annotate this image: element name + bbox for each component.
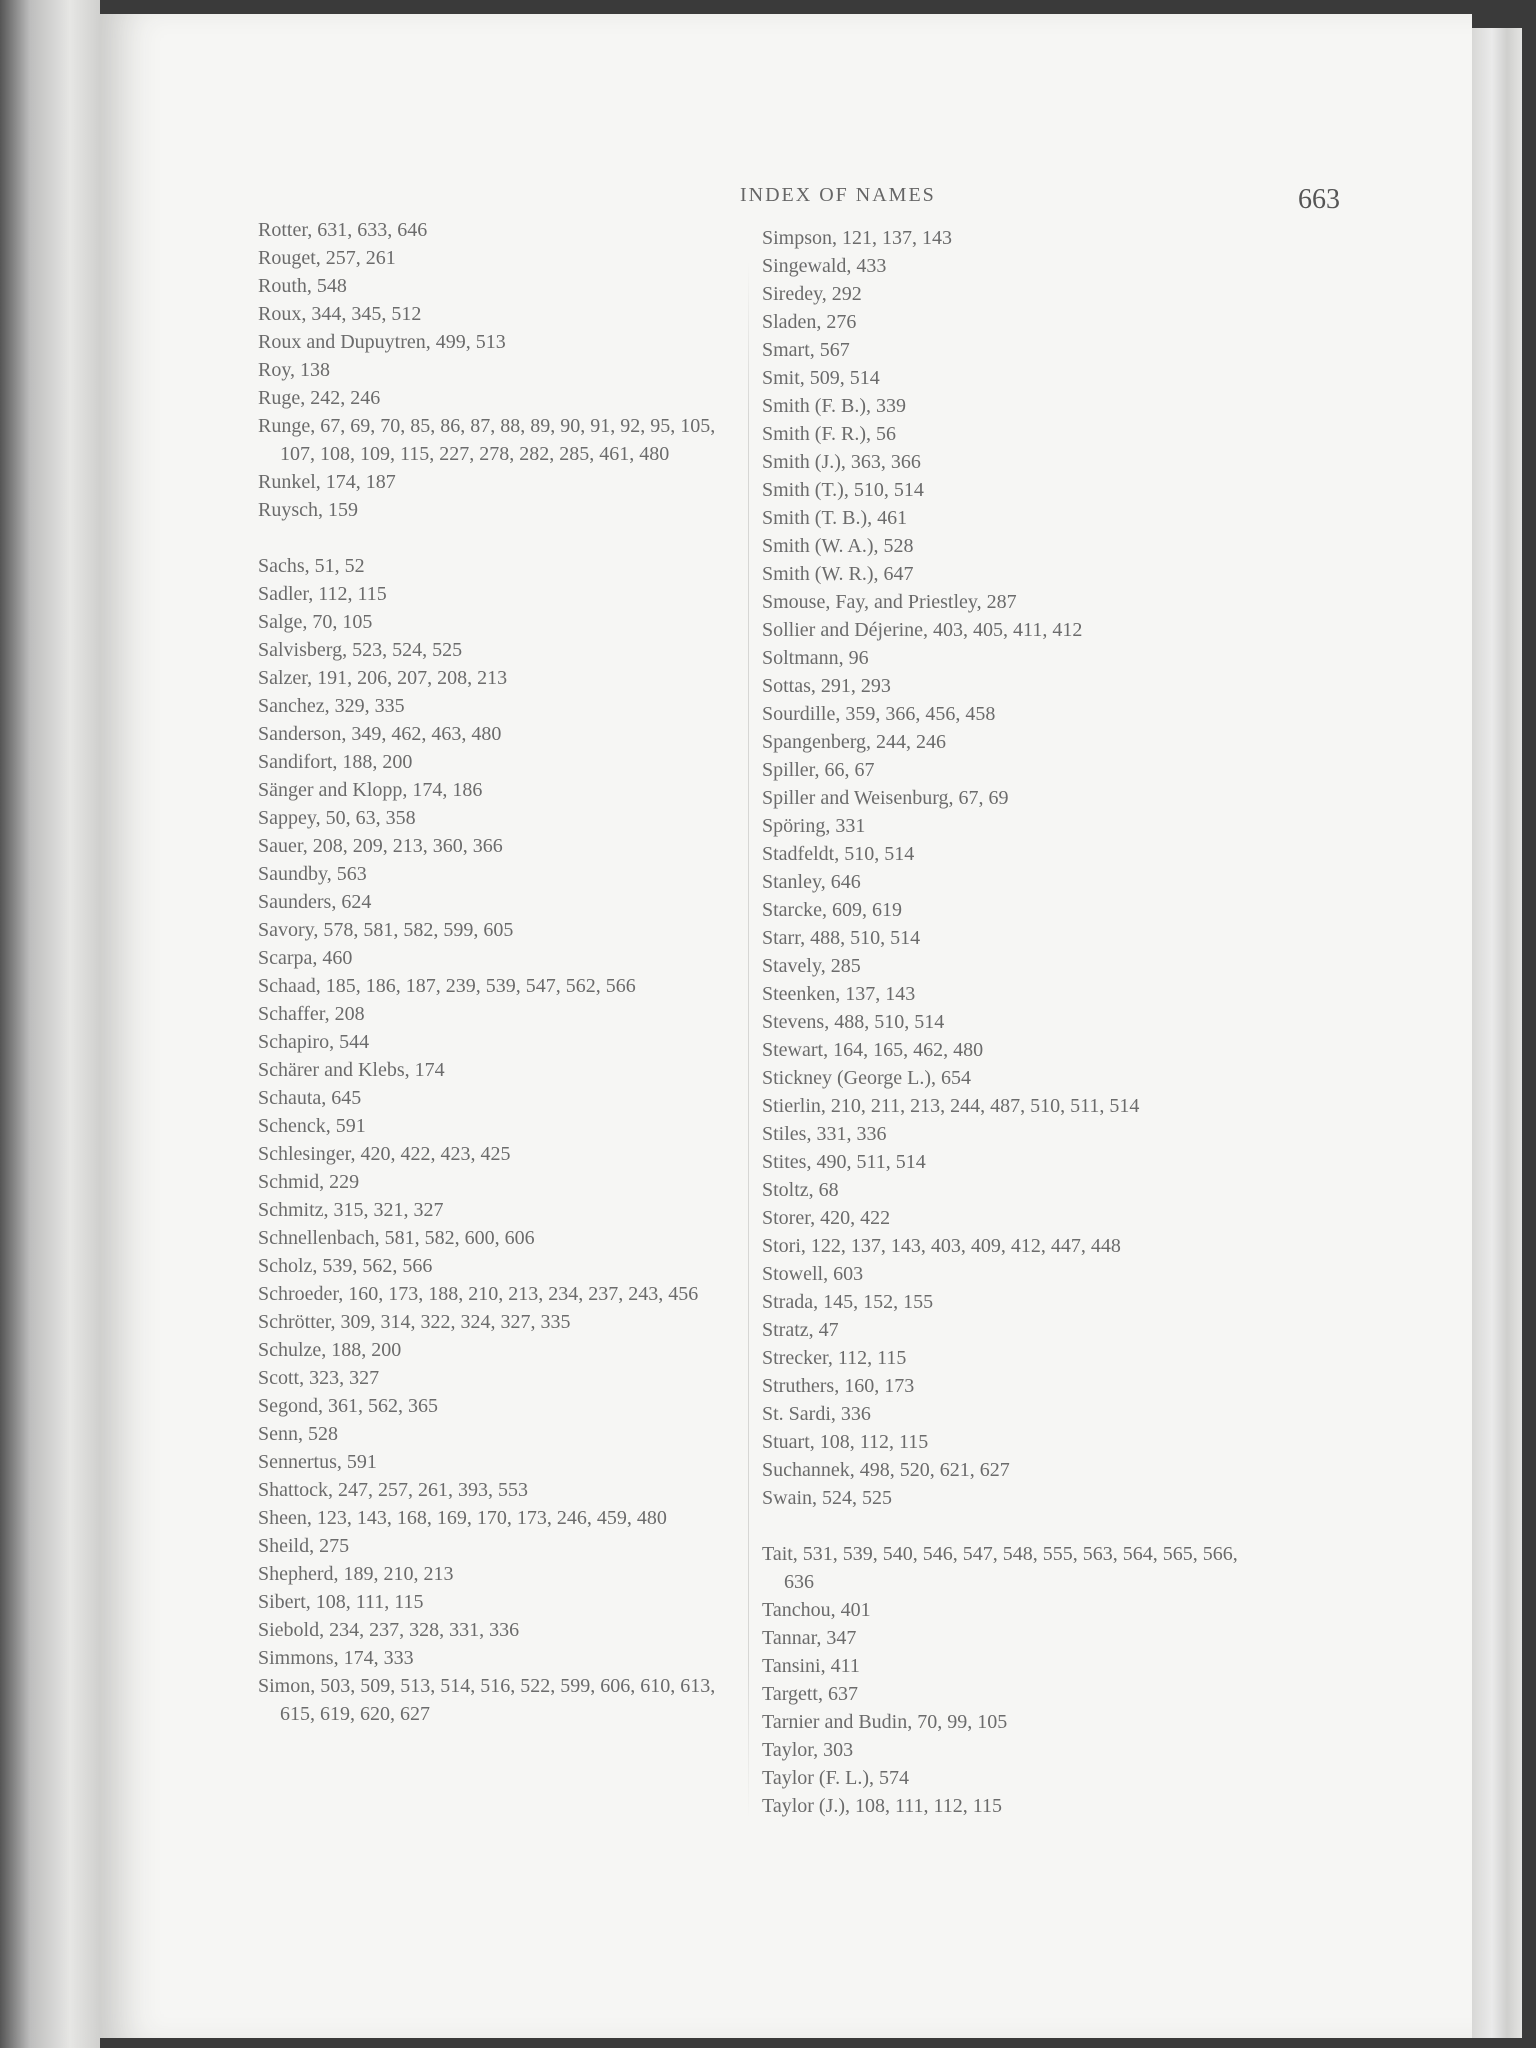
index-entry: Tarnier and Budin, 70, 99, 105 bbox=[762, 1711, 1008, 1733]
index-entry: Stratz, 47 bbox=[762, 1319, 839, 1341]
index-entry: Stites, 490, 511, 514 bbox=[762, 1151, 926, 1173]
index-entry: Shepherd, 189, 210, 213 bbox=[258, 1563, 454, 1585]
index-entry: Routh, 548 bbox=[258, 275, 347, 297]
index-entry: Tait, 531, 539, 540, 546, 547, 548, 555, 563, 564, 565, 566, 636 bbox=[762, 1543, 1238, 1593]
index-entry: Schnellenbach, 581, 582, 600, 606 bbox=[258, 1227, 535, 1249]
index-entry: Starr, 488, 510, 514 bbox=[762, 927, 921, 949]
index-entry: Sanchez, 329, 335 bbox=[258, 695, 405, 717]
index-entry: Schapiro, 544 bbox=[258, 1031, 370, 1053]
index-entry: Senn, 528 bbox=[258, 1423, 338, 1445]
index-entry: Scarpa, 460 bbox=[258, 947, 353, 969]
index-column-left bbox=[258, 216, 738, 1728]
index-entry: Schenck, 591 bbox=[258, 1115, 366, 1137]
index-entry: Sollier and Déjerine, 403, 405, 411, 412 bbox=[762, 619, 1083, 641]
running-header: INDEX OF NAMES bbox=[740, 184, 936, 206]
index-entry: Sladen, 276 bbox=[762, 311, 857, 333]
index-entry: Runkel, 174, 187 bbox=[258, 471, 396, 493]
index-entry: Smith (F. B.), 339 bbox=[762, 395, 906, 417]
index-entry: Smit, 509, 514 bbox=[762, 367, 880, 389]
index-entry: Savory, 578, 581, 582, 599, 605 bbox=[258, 919, 514, 941]
index-entry: Smith (T.), 510, 514 bbox=[762, 479, 924, 501]
index-entry: Simpson, 121, 137, 143 bbox=[762, 227, 953, 249]
index-entry: Saundby, 563 bbox=[258, 863, 367, 885]
index-entry: Spiller and Weisenburg, 67, 69 bbox=[762, 787, 1009, 809]
index-entry: Spangenberg, 244, 246 bbox=[762, 731, 947, 753]
index-entry: St. Sardi, 336 bbox=[762, 1403, 871, 1425]
index-entry: Tansini, 411 bbox=[762, 1655, 860, 1677]
index-entry: Schulze, 188, 200 bbox=[258, 1339, 402, 1361]
section-gap bbox=[762, 1512, 1242, 1540]
index-entry: Smith (J.), 363, 366 bbox=[762, 451, 921, 473]
index-entry: Roux and Dupuytren, 499, 513 bbox=[258, 331, 506, 353]
column-divider bbox=[748, 260, 749, 1820]
index-entry: Runge, 67, 69, 70, 85, 86, 87, 88, 89, 90, 91, 92, 95, 105, 107, 108, 109, 115, 227, 278, 282, 285, 461, 480 bbox=[258, 415, 716, 465]
index-entry: Starcke, 609, 619 bbox=[762, 899, 902, 921]
index-entry: Singewald, 433 bbox=[762, 255, 887, 277]
index-entry: Sheen, 123, 143, 168, 169, 170, 173, 246, 459, 480 bbox=[258, 1507, 667, 1529]
index-entry: Sappey, 50, 63, 358 bbox=[258, 807, 416, 829]
index-entry: Smith (W. R.), 647 bbox=[762, 563, 914, 585]
index-entry: Spiller, 66, 67 bbox=[762, 759, 875, 781]
index-entry: Scott, 323, 327 bbox=[258, 1367, 380, 1389]
index-column-right bbox=[762, 224, 1242, 1820]
index-entry: Schaad, 185, 186, 187, 239, 539, 547, 562, 566 bbox=[258, 975, 636, 997]
index-entry: Schroeder, 160, 173, 188, 210, 213, 234, 237, 243, 456 bbox=[258, 1283, 699, 1305]
index-entry: Targett, 637 bbox=[762, 1683, 858, 1705]
index-entry: Stevens, 488, 510, 514 bbox=[762, 1011, 945, 1033]
index-entry: Sibert, 108, 111, 115 bbox=[258, 1591, 424, 1613]
index-entry: Strada, 145, 152, 155 bbox=[762, 1291, 934, 1313]
index-entry: Taylor (J.), 108, 111, 112, 115 bbox=[762, 1795, 1003, 1817]
index-entry: Salvisberg, 523, 524, 525 bbox=[258, 639, 463, 661]
index-entry: Schmitz, 315, 321, 327 bbox=[258, 1199, 444, 1221]
page-stack-edge bbox=[1472, 28, 1522, 2038]
index-entry: Storer, 420, 422 bbox=[762, 1207, 891, 1229]
index-entry: Schauta, 645 bbox=[258, 1087, 362, 1109]
index-entry: Shattock, 247, 257, 261, 393, 553 bbox=[258, 1479, 528, 1501]
index-entry: Rotter, 631, 633, 646 bbox=[258, 219, 428, 241]
index-entry: Taylor (F. L.), 574 bbox=[762, 1767, 909, 1789]
index-entry: Sänger and Klopp, 174, 186 bbox=[258, 779, 483, 801]
index-entry: Sadler, 112, 115 bbox=[258, 583, 387, 605]
index-entry: Sauer, 208, 209, 213, 360, 366 bbox=[258, 835, 503, 857]
index-entry: Stadfeldt, 510, 514 bbox=[762, 843, 915, 865]
index-entry: Stierlin, 210, 211, 213, 244, 487, 510, 511, 514 bbox=[762, 1095, 1140, 1117]
index-entry: Stavely, 285 bbox=[762, 955, 861, 977]
index-entry: Sanderson, 349, 462, 463, 480 bbox=[258, 723, 502, 745]
index-entry: Stickney (George L.), 654 bbox=[762, 1067, 972, 1089]
index-entry: Schlesinger, 420, 422, 423, 425 bbox=[258, 1143, 511, 1165]
index-entry: Siebold, 234, 237, 328, 331, 336 bbox=[258, 1619, 520, 1641]
index-entry: Smith (F. R.), 56 bbox=[762, 423, 896, 445]
index-entry: Smouse, Fay, and Priestley, 287 bbox=[762, 591, 1017, 613]
index-entry: Rouget, 257, 261 bbox=[258, 247, 396, 269]
section-gap bbox=[258, 524, 738, 552]
page-number: 663 bbox=[1298, 184, 1340, 215]
index-entry: Struthers, 160, 173 bbox=[762, 1375, 915, 1397]
index-entry: Smith (W. A.), 528 bbox=[762, 535, 914, 557]
index-entry: Steenken, 137, 143 bbox=[762, 983, 916, 1005]
index-entry: Tanchou, 401 bbox=[762, 1599, 871, 1621]
index-entry: Stuart, 108, 112, 115 bbox=[762, 1431, 929, 1453]
index-entry: Schärer and Klebs, 174 bbox=[258, 1059, 445, 1081]
index-entry: Stori, 122, 137, 143, 403, 409, 412, 447, 448 bbox=[762, 1235, 1121, 1257]
index-entry: Smart, 567 bbox=[762, 339, 850, 361]
scan-left-edge bbox=[0, 0, 100, 2048]
index-entry: Taylor, 303 bbox=[762, 1739, 854, 1761]
index-entry: Schmid, 229 bbox=[258, 1171, 360, 1193]
index-entry: Schaffer, 208 bbox=[258, 1003, 365, 1025]
index-entry: Roux, 344, 345, 512 bbox=[258, 303, 422, 325]
index-entry: Spöring, 331 bbox=[762, 815, 866, 837]
index-entry: Sheild, 275 bbox=[258, 1535, 350, 1557]
index-entry: Stewart, 164, 165, 462, 480 bbox=[762, 1039, 984, 1061]
index-entry: Sourdille, 359, 366, 456, 458 bbox=[762, 703, 996, 725]
index-entry: Sachs, 51, 52 bbox=[258, 555, 365, 577]
index-entry: Schrötter, 309, 314, 322, 324, 327, 335 bbox=[258, 1311, 571, 1333]
index-entry: Swain, 524, 525 bbox=[762, 1487, 892, 1509]
index-entry: Simmons, 174, 333 bbox=[258, 1647, 414, 1669]
index-entry: Roy, 138 bbox=[258, 359, 331, 381]
index-entry: Segond, 361, 562, 365 bbox=[258, 1395, 438, 1417]
index-entry: Sottas, 291, 293 bbox=[762, 675, 891, 697]
index-entry: Stoltz, 68 bbox=[762, 1179, 839, 1201]
index-entry: Saunders, 624 bbox=[258, 891, 372, 913]
index-entry: Scholz, 539, 562, 566 bbox=[258, 1255, 433, 1277]
index-entry: Siredey, 292 bbox=[762, 283, 862, 305]
index-entry: Sandifort, 188, 200 bbox=[258, 751, 413, 773]
index-entry: Ruge, 242, 246 bbox=[258, 387, 381, 409]
index-entry: Tannar, 347 bbox=[762, 1627, 857, 1649]
index-entry: Stanley, 646 bbox=[762, 871, 861, 893]
index-entry: Smith (T. B.), 461 bbox=[762, 507, 908, 529]
index-entry: Sennertus, 591 bbox=[258, 1451, 377, 1473]
index-entry: Soltmann, 96 bbox=[762, 647, 869, 669]
index-entry: Strecker, 112, 115 bbox=[762, 1347, 907, 1369]
index-entry: Suchannek, 498, 520, 621, 627 bbox=[762, 1459, 1010, 1481]
index-entry: Salge, 70, 105 bbox=[258, 611, 373, 633]
index-entry: Salzer, 191, 206, 207, 208, 213 bbox=[258, 667, 508, 689]
index-entry: Stiles, 331, 336 bbox=[762, 1123, 887, 1145]
index-entry: Ruysch, 159 bbox=[258, 499, 358, 521]
index-entry: Simon, 503, 509, 513, 514, 516, 522, 599, 606, 610, 613, 615, 619, 620, 627 bbox=[258, 1675, 716, 1725]
index-entry: Stowell, 603 bbox=[762, 1263, 864, 1285]
